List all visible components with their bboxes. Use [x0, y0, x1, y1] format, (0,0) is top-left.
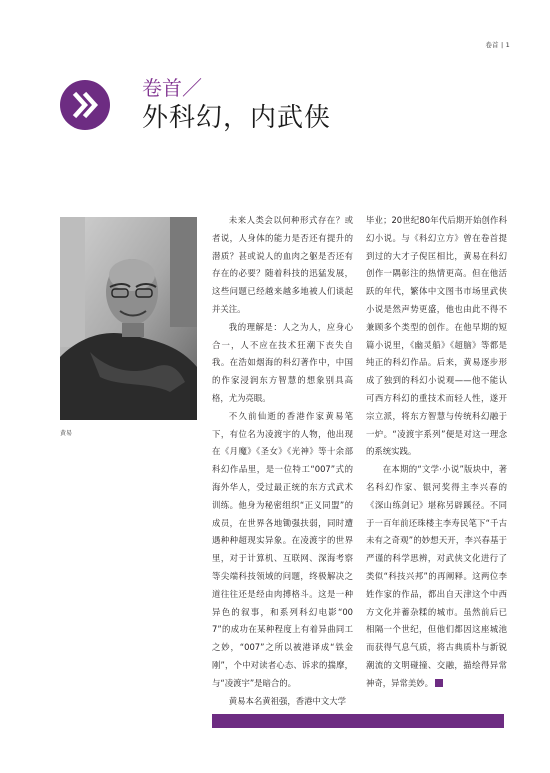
section-badge [60, 80, 110, 130]
paragraph: 毕业；20世纪80年代后期开始创作科幻小说。与《科幻立方》曾在卷首提到过的大才子倪匡相比，黄易在科幻创作一隅彰注的热情更高。但在他活跃的年代，繁体中文图书市场里武侠小说是然声势更盛，他也由此不得不兼顾多个类型的创作。在他早期的短篇小说里，《幽灵船》《超脑》等都是纯正的科幻作品。后来，黄易逐步形成了独到的科幻小说观——他不能认可西方科幻的重技术而轻人性，遂开宗立派，将东方智慧与传统科幻融于一炉。“凌渡宇系列”便是对这一理念的系统实践。 [366, 215, 507, 457]
portrait-image [60, 217, 197, 420]
page-number: 卷首 | 1 [485, 41, 510, 49]
paragraph-last [366, 461, 507, 692]
article-column-1 [212, 212, 353, 710]
section-kicker: 卷首／ [142, 76, 202, 100]
double-chevron-right-icon [60, 80, 110, 130]
page-title: 外科幻，内武侠 [142, 103, 332, 133]
article-column-2 [366, 212, 507, 693]
end-mark: C [435, 679, 443, 687]
paragraph: 黄易本名黄祖强，香港中文大学 [228, 695, 347, 706]
paragraph-text: 在本期的“文学·小说”版块中，著名科幻作家、银河奖得主李兴春的《深山练剑记》堪称另辟蹊径。不同于一百年前还珠楼主李寿民笔下“千古未有之奇观”的妙想天开，李兴春基于严谨的科学思辨，对武侠文化进行了类似“科技兴邦”的再阐释。这两位李姓作家的作品，都出自天津这个中西方文化并蓄杂糅的城市。虽然前后已相隔一个世纪，但他们都因这座城池而获得气息气质，将古典质朴与新锐潮流的文明碰撞、交融，描绘得异常神奇，异常美妙。 [366, 464, 507, 688]
author-photo [60, 217, 197, 420]
bottom-accent-bar [212, 714, 504, 728]
paragraph: 我的理解是：人之为人，应身心合一，人不应在技术狂潮下丧失自我。在浩如烟海的科幻著作中，中国的作家浸润东方智慧的想象别具高格，尤为亮眼。 [212, 321, 353, 403]
photo-caption: 黄易 [60, 430, 73, 437]
paragraph: 未来人类会以何种形式存在？或者说，人身体的能力是否还有提升的潜质？甚或说人的血肉之躯是否还有存在的必要？随着科技的迅猛发展，这些问题已经越来越多地被人们谈起并关注。 [212, 215, 353, 314]
paragraph: 不久前仙逝的香港作家黄易笔下，有位名为凌渡宇的人物，他出现在《月魔》《圣女》《光神》等十余部科幻作品里，是一位特工“007”式的海外华人，受过最正统的东方式武术训练。他身为秘密组织“正义同盟”的成员，在世界各地锄强扶弱，同时遭遇种种超现实异象。在凌渡宇的世界里，对于计算机、互联网、深海考察等尖端科技领域的问题，终极解决之道往往还是经由肉搏格斗。这是一种异色的叙事，和系列科幻电影“007”的成功在某种程度上有着异曲同工之妙，“007”之所以被港译成“铁金刚”，个中对读者心态、诉求的揣摩，与“凌渡宇”是暗合的。 [212, 410, 353, 688]
